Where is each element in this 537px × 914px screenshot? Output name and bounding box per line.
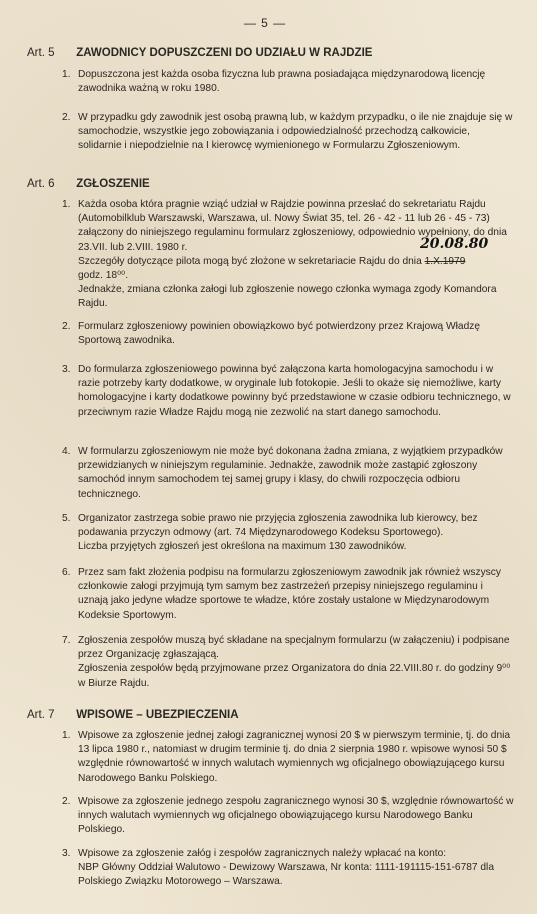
art6-item-7 <box>62 634 514 691</box>
item-text: W formularzu zgłoszeniowym nie może być dokonana żadna zmiana, z wyjątkiem przypadków przewidzianych w niniejszym regulaminie. Jednakże, zawodnik może zastąpić zgłoszony samochód innym samochodem tej samej grupy i klasy, do chwili rozpoczęcia odbioru technicznego. <box>78 446 503 500</box>
art6-item-2 <box>62 320 514 348</box>
struck-date: 1.X.1979 <box>424 255 466 267</box>
item-number: 1. <box>62 730 71 741</box>
item-number: 2. <box>62 321 71 332</box>
item-text: Przez sam fakt złożenia podpisu na formularzu zgłoszeniowym zawodnik jak również wszyscy członkowie załogi przyjmują tym samym bez zastrzeżeń przepisy niniejszego regulaminu i uznają jako jedyne władze sportowe te władze, które zostały ustalone w Międzynarodowym Kodeksie Sportowym. <box>78 567 501 621</box>
item-text: Każda osoba która pragnie wziąć udział w Rajdzie powinna przesłać do sekretariatu Rajdu (Automobilklub Warszawski, Warszawa, ul. Nowy Świat 35, tel. 26 - 42 - 11 lub 26 - 45 - 73) załączony do niniejszego regulaminu formularz zgłoszeniowy, odpowiednio wypełniony, do dnia 23.VII. lub 2.VIII. 1980 r. <box>78 199 507 253</box>
art6-item-6 <box>62 566 514 623</box>
item-text: Formularz zgłoszeniowy powinien obowiązkowo być potwierdzony przez Krajową Władzę Sportową zawodnika. <box>78 321 481 347</box>
art7-label: Art. 7 <box>27 709 55 721</box>
art5-label: Art. 5 <box>27 47 55 59</box>
art6-label: Art. 6 <box>27 178 55 190</box>
art5-item-2 <box>62 111 514 154</box>
item-text-limit: Liczba przyjętych zgłoszeń jest określona na maximum 130 zawodników. <box>78 541 407 553</box>
item-text-pilot <box>78 255 514 269</box>
art7-heading <box>27 709 239 721</box>
item-number: 4. <box>62 446 71 457</box>
item-number: 6. <box>62 567 71 578</box>
art7-title: WPISOWE – UBEZPIECZENIA <box>76 709 239 721</box>
pilot-text: Szczegóły dotyczące pilota mogą być złożone w sekretariacie Rajdu do dnia <box>78 255 422 267</box>
item-text: Dopuszczona jest każda osoba fizyczna lub prawna posiadająca międzynarodową licencję zawodnika ważną w roku 1980. <box>78 69 486 95</box>
art7-item-3 <box>62 847 514 890</box>
bank-account: NBP Główny Oddział Walutowo - Dewizowy Warszawa, Nr konta: 1111-191115-151-6787 dla Polskiego Związku Motorowego – Warszawa. <box>78 862 494 888</box>
art6-item-1 <box>62 198 514 312</box>
item-number: 2. <box>62 796 71 807</box>
handwritten-date: 20.08.80 <box>420 236 489 252</box>
item-number: 7. <box>62 635 71 646</box>
item-number: 3. <box>62 364 71 375</box>
art5-item-1 <box>62 68 514 96</box>
item-number: 5. <box>62 513 71 524</box>
item-text: Organizator zastrzega sobie prawo nie przyjęcia zgłoszenia zawodnika lub kierowcy, bez podawania przyczyn odmowy (art. 74 Międzynarodowego Kodeksu Sportowego). <box>78 513 478 539</box>
art5-heading <box>27 47 372 59</box>
art5-title: ZAWODNICY DOPUSZCZENI DO UDZIAŁU W RAJDZIE <box>76 47 373 59</box>
item-text: Zgłoszenia zespołów muszą być składane na specjalnym formularzu (w załączeniu) i podpisane przez Organizację zgłaszającą. <box>78 635 510 661</box>
item-text-change: Jednakże, zmiana członka załogi lub zgłoszenie nowego członka wymaga zgody Komandora Rajdu. <box>78 284 497 310</box>
item-number: 3. <box>62 848 71 859</box>
page-number: — 5 — <box>243 16 287 30</box>
item-number: 1. <box>62 199 71 210</box>
art6-item-3 <box>62 363 514 420</box>
art7-item-2 <box>62 795 514 838</box>
item-text: Wpisowe za zgłoszenie jednej załogi zagranicznej wynosi 20 $ w pierwszym terminie, tj. do dnia 13 lipca 1980 r., natomiast w drugim terminie tj. do dnia 2 sierpnia 1980 r. wpisowe wynosi 50 $ względnie równowartość w innych walutach wymiennych wg oficjalnego obowiązującego kursu Narodowego Banku Polskiego. <box>78 730 511 784</box>
item-text: W przypadku gdy zawodnik jest osobą prawną lub, w każdym przypadku, o ile nie znajduje się w samochodzie, wszystkie jego zobowiązania i odpowiedzialność przechodzą całkowicie, solidarnie i niepodzielnie na I kierowcę wymienionego w Formularzu Zgłoszeniowym. <box>78 112 513 152</box>
art6-item-4 <box>62 445 514 502</box>
item-text-deadline: Zgłoszenia zespołów będą przyjmowane przez Organizatora do dnia 22.VIII.80 r. do godziny 9⁰⁰ w Biurze Rajdu. <box>78 663 511 689</box>
item-number: 2. <box>62 112 71 123</box>
item-text-time: godz. 18⁰⁰. <box>78 270 129 282</box>
art7-item-1 <box>62 729 514 786</box>
item-text: Wpisowe za zgłoszenie jednego zespołu zagranicznego wynosi 30 $, względnie równowartość w innych walutach wymiennych wg oficjalnego obowiązującego kursu Narodowego Banku Polskiego. <box>78 796 514 836</box>
item-number: 1. <box>62 69 71 80</box>
art6-item-5 <box>62 512 514 555</box>
art6-title: ZGŁOSZENIE <box>76 178 150 190</box>
art6-heading <box>27 178 150 190</box>
item-text: Wpisowe za zgłoszenie załóg i zespołów zagranicznych należy wpłacać na konto: <box>78 848 447 859</box>
item-text: Do formularza zgłoszeniowego powinna być załączona karta homologacyjna samochodu i w razie potrzeby karty dodatkowe, w oryginale lub fotokopie. Jeśli to okaże się niemożliwe, karty homologacyjne i karty dodatkowe powinny być przedstawione w czasie odbioru technicznego, w przeciwnym razie Władze Rajdu mogą nie zezwolić na start danego samochodu. <box>78 364 511 418</box>
